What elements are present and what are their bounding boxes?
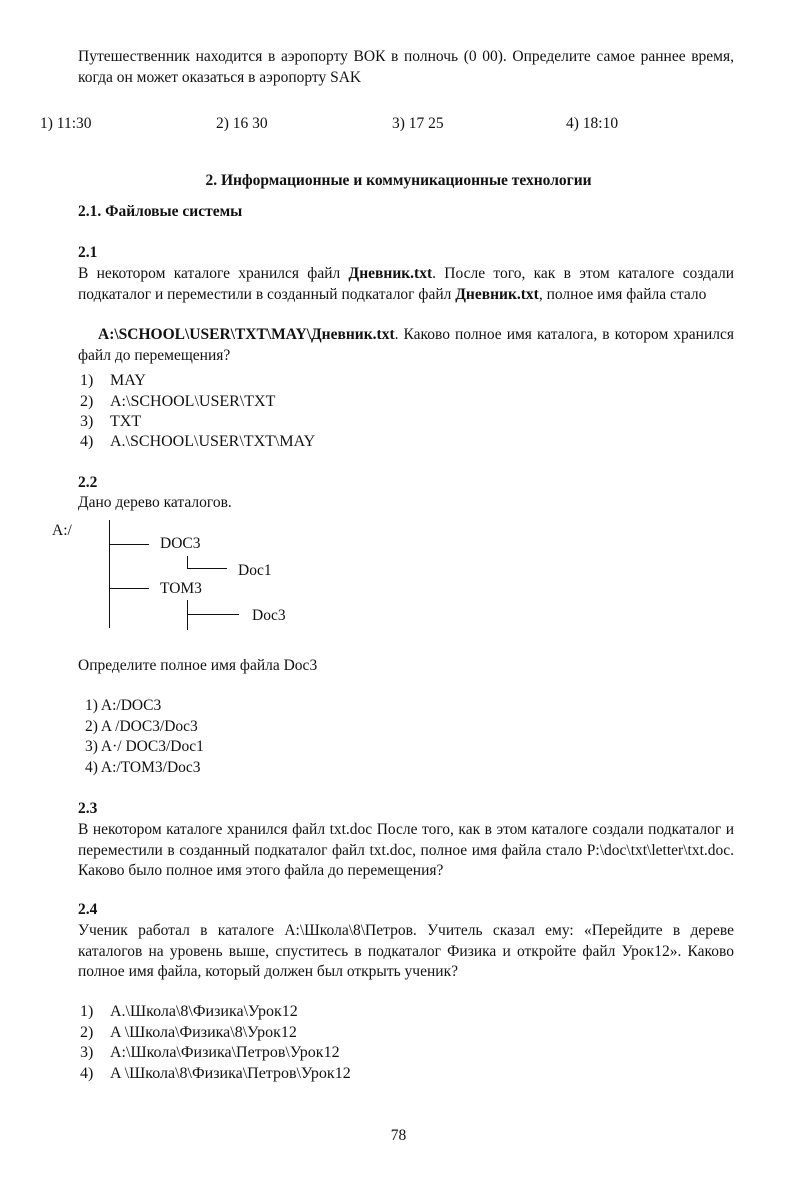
q24-answer-3-num: 3) (80, 1044, 94, 1061)
q21-text-b: . После того, как в этом каталоге создали подкаталог и переместили в созданный подкаталог файл (78, 265, 734, 303)
q21-answer-2 (80, 392, 275, 413)
tree-branch-tom3 (109, 588, 149, 589)
tree-sub-line-2 (187, 600, 188, 630)
question-number-2-2: 2.2 (78, 474, 98, 491)
q21-answer-1 (80, 371, 146, 392)
tree-sub-line-1 (187, 556, 188, 568)
q21-answer-3 (80, 412, 141, 433)
question-2-2-question: Определите полное имя файла Doc3 (78, 657, 318, 674)
question-2-1-text-2 (78, 325, 734, 366)
tree-node-doc3: DOC3 (160, 535, 201, 552)
q24-answer-3 (80, 1043, 340, 1064)
q24-answer-4 (80, 1064, 351, 1085)
q24-answer-2-num: 2) (80, 1024, 94, 1041)
q21-answer-4-text: A.\SCHOOL\USER\TXT\MAY (110, 433, 316, 450)
q21-file-bold: Дневник.txt (348, 265, 433, 282)
tree-branch-doc3 (109, 544, 149, 545)
q21-answer-1-text: MAY (110, 372, 146, 389)
q21-answer-2-num: 2) (80, 393, 94, 410)
tree-branch-doc3-file (187, 614, 239, 615)
q21-answer-1-num: 1) (80, 372, 94, 389)
q24-answer-2 (80, 1023, 297, 1044)
q21-text-d: . Каково полное имя каталога, в котором хранился файл до перемещения? (78, 326, 734, 364)
question-2-4-text: Ученик работал в каталоге A:\Школа\8\Петров. Учитель сказал ему: «Перейдите в дереве каталогов на уровень выше, спуститесь в подкаталог Физика и откройте файл Урок12». Каково полное имя файла, который должен был открыть ученик? (78, 922, 734, 980)
intro-question: Путешественник находится в аэропорту ВОК в полночь (0 00). Определите самое раннее время, когда он может оказаться в аэропорту SAK (78, 48, 734, 86)
intro-option-2: 2) 16 30 (216, 115, 268, 132)
q21-text-a: В некотором каталоге хранился файл (78, 265, 349, 282)
tree-node-doc1: Doc1 (238, 562, 272, 579)
question-number-2-3: 2.3 (78, 800, 98, 817)
q21-answer-2-text: A:\SCHOOL\USER\TXT (110, 393, 276, 410)
intro-option-4: 4) 18:10 (566, 115, 619, 132)
tree-node-doc3-file: Doc3 (252, 607, 286, 624)
q24-answer-1 (80, 1002, 298, 1023)
q22-answer-2: 2) A /DOC3/Doc3 (85, 718, 198, 735)
tree-root: A:/ (52, 522, 72, 539)
question-number-2-1: 2.1 (78, 244, 98, 261)
q21-path-bold: A:\SCHOOL\USER\TXT\MAY\Дневник.txt (98, 326, 395, 343)
q24-answer-2-text: A \Школа\Физика\8\Урок12 (110, 1024, 297, 1041)
q21-answer-3-num: 3) (80, 413, 94, 430)
section-title: 2. Информационные и коммуникационные технологии (205, 172, 592, 189)
question-2-1-text (78, 264, 734, 305)
question-2-2-text: Дано дерево каталогов. (78, 494, 232, 511)
section-subtitle: 2.1. Файловые системы (78, 203, 243, 220)
q21-answer-4-num: 4) (80, 433, 94, 450)
q24-answer-3-text: A:\Школа\Физика\Петров\Урок12 (110, 1044, 340, 1061)
tree-node-tom3: TOM3 (160, 580, 202, 597)
q22-answer-4: 4) A:/TOM3/Doc3 (85, 759, 201, 776)
question-number-2-4: 2.4 (78, 901, 98, 918)
tree-trunk-line (109, 520, 110, 628)
question-2-3-text: В некотором каталоге хранился файл txt.doc После того, как в этом каталоге создали подкаталог и переместили в созданный подкаталог файл txt.doc, полное имя файла стало P:\doc\txt\letter\txt.doc. Каково было полное имя этого файла до перемещения? (78, 821, 734, 879)
q21-text-c: , полное имя файла стало (538, 285, 707, 303)
q22-answer-1: 1) A:/DOC3 (85, 697, 162, 714)
q21-answer-4 (80, 432, 315, 453)
q24-answer-4-text: A \Школа\8\Физика\Петров\Урок12 (110, 1065, 351, 1082)
intro-option-1: 1) 11:30 (40, 115, 92, 132)
q21-file-bold-2: Дневник.txt (455, 285, 539, 303)
intro-option-3: 3) 17 25 (392, 115, 444, 132)
q22-answer-3: 3) A·/ DOC3/Doc1 (85, 738, 204, 755)
q24-answer-1-num: 1) (80, 1003, 94, 1020)
tree-branch-doc1 (187, 568, 227, 569)
q24-answer-4-num: 4) (80, 1065, 94, 1082)
q21-answer-3-text: TXT (110, 413, 142, 430)
q24-answer-1-text: A.\Школа\8\Физика\Урок12 (110, 1003, 298, 1020)
page-number: 78 (390, 1127, 407, 1144)
